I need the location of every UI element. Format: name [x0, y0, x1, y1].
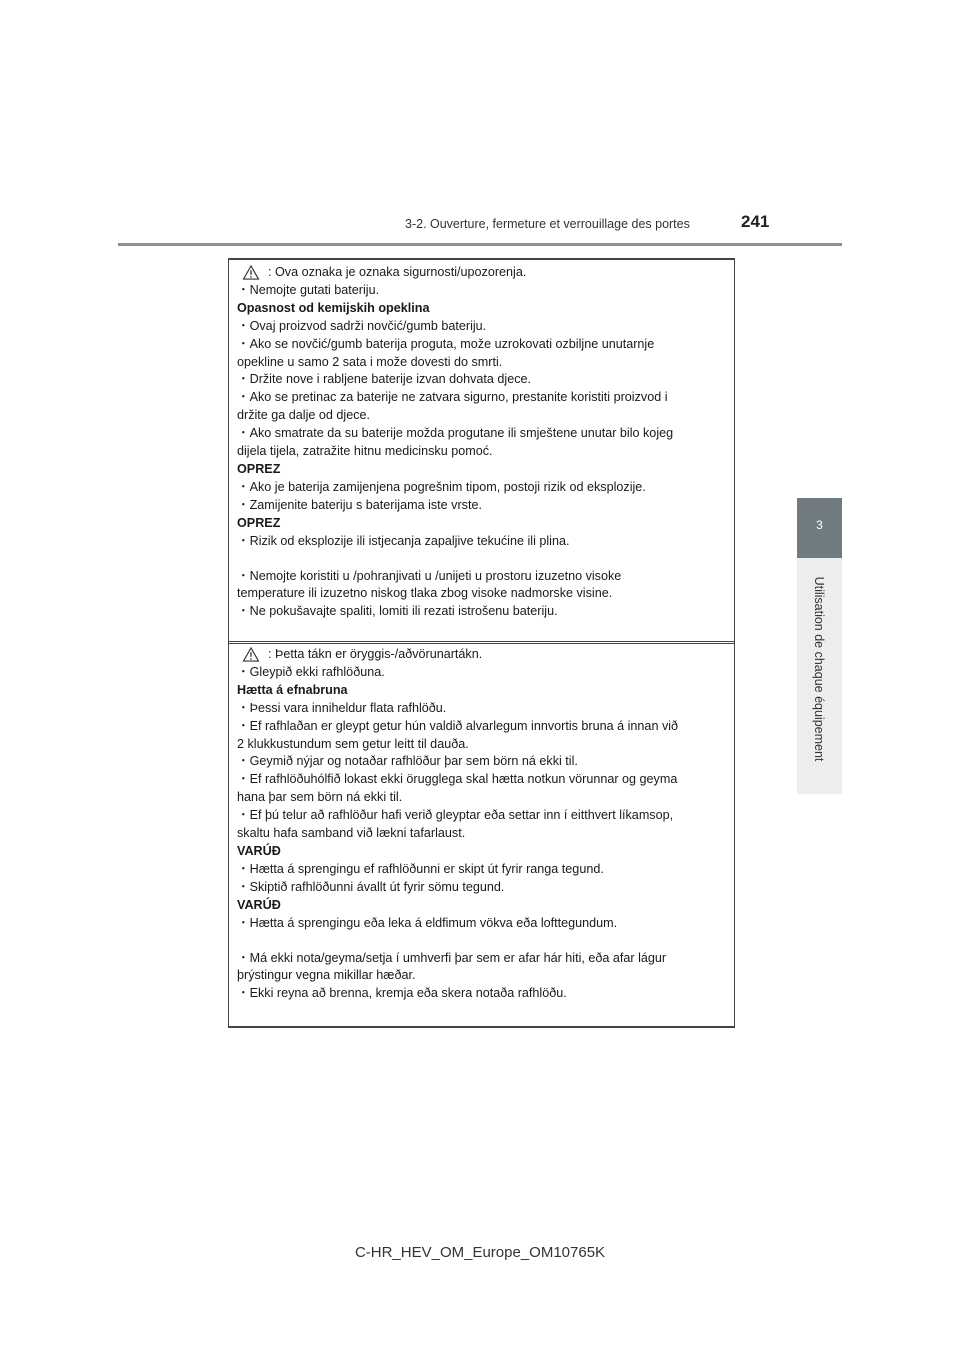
- croatian-heading: Opasnost od kemijskih opeklina: [237, 300, 430, 315]
- croatian-line: ・Držite nove i rabljene baterije izvan dohvata djece.: [237, 372, 532, 387]
- croatian-line: držite ga dalje od djece.: [237, 408, 371, 423]
- croatian-line: ・Nemojte koristiti u /pohranjivati u /unijeti u prostoru izuzetno visoke: [237, 568, 622, 583]
- icelandic-line: ・Geymið nýjar og notaðar rafhlöður þar sem börn ná ekki til.: [237, 754, 578, 769]
- croatian-warning-symbol-text: : Ova oznaka je oznaka sigurnosti/upozorenja.: [268, 265, 527, 279]
- icelandic-caution-heading: VARÚÐ: [237, 843, 281, 858]
- icelandic-warning-box: [228, 641, 735, 1028]
- croatian-line: temperature ili izuzetno niskog tlaka zbog visoke nadmorske visine.: [237, 586, 613, 601]
- icelandic-line: ・Hætta á sprengingu eða leka á eldfimum vökva eða lofttegundum.: [237, 915, 618, 930]
- icelandic-line: skaltu hafa samband við lækni tafarlaust.: [237, 826, 466, 841]
- chapter-title: Utilisation de chaque équipement: [812, 576, 826, 762]
- croatian-line: ・Ovaj proizvod sadrži novčić/gumb bateriju.: [237, 318, 487, 333]
- croatian-line: ・Ne pokušavajte spaliti, lomiti ili rezati istrošenu bateriju.: [237, 604, 558, 619]
- chapter-number: 3: [816, 518, 823, 532]
- croatian-line: ・Rizik od eksplozije ili istjecanja zapaljive tekućine ili plina.: [237, 533, 570, 548]
- icelandic-heading: Hætta á efnabruna: [237, 682, 348, 697]
- icelandic-line: ・Ef þú telur að rafhlöður hafi verið gleyptar eða settar inn í eitthvert líkamsop,: [237, 808, 674, 823]
- icelandic-line: ・Ekki reyna að brenna, kremja eða skera notaða rafhlöðu.: [237, 986, 567, 1001]
- document-id: C-HR_HEV_OM_Europe_OM10765K: [354, 1244, 606, 1261]
- icelandic-line: ・Gleypið ekki rafhlöðuna.: [237, 664, 385, 679]
- icelandic-line: þrýstingur vegna mikillar hæðar.: [237, 968, 416, 983]
- croatian-caution-heading: OPREZ: [237, 461, 281, 476]
- icelandic-line: ・Hætta á sprengingu ef rafhlöðunni er skipt út fyrir ranga tegund.: [237, 861, 604, 876]
- icelandic-line: ・Ef rafhlöðuhólfið lokast ekki örugglega skal hætta notkun vörunnar og geyma: [237, 772, 678, 787]
- icelandic-line: ・Þessi vara inniheldur flata rafhlöðu.: [237, 700, 447, 715]
- icelandic-line: hana þar sem börn ná ekki til.: [237, 790, 403, 805]
- section-title: 3-2. Ouverture, fermeture et verrouillage des portes: [405, 217, 690, 231]
- icelandic-line: ・Má ekki nota/geyma/setja í umhverfi þar sem er afar hár hiti, eða afar lágur: [237, 950, 667, 965]
- icelandic-blank-line: [237, 933, 734, 950]
- croatian-line: ・Ako smatrate da su baterije možda progutane ili smještene unutar bilo kojeg: [237, 426, 674, 441]
- icelandic-caution-heading: VARÚÐ: [237, 897, 281, 912]
- page-number: 241: [741, 212, 770, 231]
- croatian-line: ・Ako je baterija zamijenjena pogrešnim tipom, postoji rizik od eksplozije.: [237, 479, 646, 494]
- croatian-line: ・Zamijenite bateriju s baterijama iste vrste.: [237, 497, 482, 512]
- croatian-line: opekline u samo 2 sata i može dovesti do smrti.: [237, 354, 503, 369]
- croatian-line: ・Nemojte gutati bateriju.: [237, 282, 380, 297]
- croatian-blank-line: [237, 551, 734, 568]
- croatian-line: ・Ako se novčić/gumb baterija proguta, može uzrokovati ozbiljne unutarnje: [237, 336, 655, 351]
- croatian-caution-heading: OPREZ: [237, 515, 281, 530]
- icelandic-warning-symbol-text: : Þetta tákn er öryggis-/aðvörunartákn.: [268, 647, 483, 661]
- warning-triangle-icon: [242, 265, 260, 280]
- icelandic-warning-symbol-line: [237, 646, 734, 664]
- warning-triangle-icon: [242, 647, 260, 662]
- croatian-line: ・Ako se pretinac za baterije ne zatvara sigurno, prestanite koristiti proizvod i: [237, 390, 668, 405]
- header-divider: [118, 243, 842, 246]
- croatian-line: dijela tijela, zatražite hitnu medicinsku pomoć.: [237, 444, 493, 459]
- croatian-warning-box: [228, 258, 735, 644]
- icelandic-line: 2 klukkustundum sem getur leitt til dauða.: [237, 736, 469, 751]
- icelandic-line: ・Ef rafhlaðan er gleypt getur hún valdið alvarlegum innvortis bruna á innan við: [237, 718, 679, 733]
- icelandic-line: ・Skiptið rafhlöðunni ávallt út fyrir sömu tegund.: [237, 879, 505, 894]
- croatian-warning-symbol-line: [237, 264, 734, 282]
